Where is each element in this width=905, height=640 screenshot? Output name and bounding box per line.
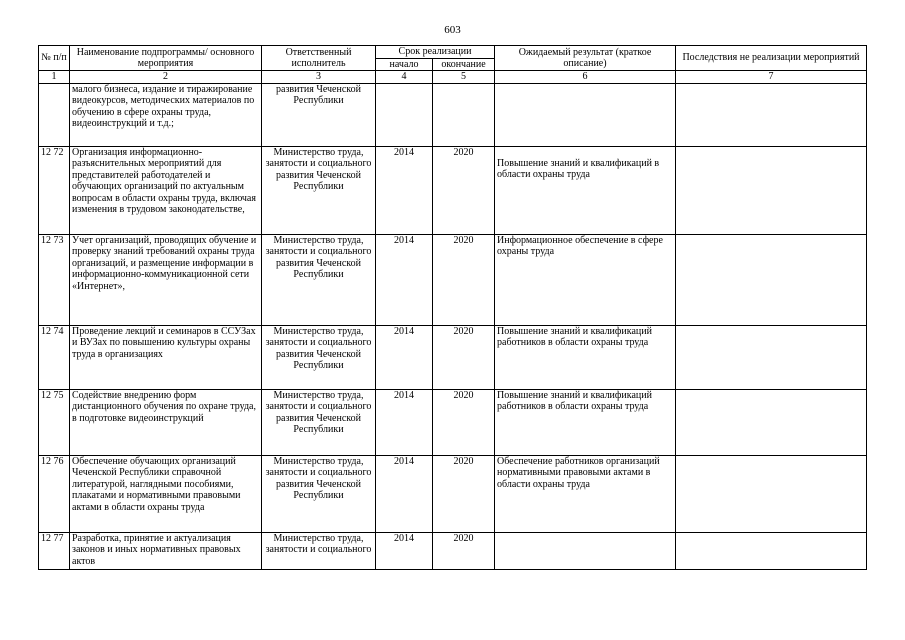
row-name: Содействие внедрению форм дистанционного обучения по охране труда, в подготовке видеоинструкций [70,389,262,455]
row-result: Обеспечение работников организаций нормативными правовыми актами в области охраны труда [495,455,676,532]
table-row [39,146,867,234]
row-name: малого бизнеса, издание и тиражирование видеокурсов, методических материалов по обучению в сфере охраны труда, видеоинструкций и т.д.; [70,83,262,146]
row-number: 12 72 [39,146,70,234]
header-consequences: Последствия не реализации мероприятий [676,46,867,71]
row-executor: Министерство труда, занятости и социального развития Чеченской Республики [262,325,376,389]
row-result: Повышение знаний и квалификаций работников в области охраны труда [495,389,676,455]
header-start: начало [376,58,433,71]
row-name: Учет организаций, проводящих обучение и проверку знаний требований охраны труда организаций, и размещение информации в информационно-коммуникационной сети «Интернет», [70,234,262,325]
row-executor: развития Чеченской Республики [262,83,376,146]
row-end: 2020 [433,234,495,325]
row-consequences [676,325,867,389]
row-start [376,83,433,146]
row-name: Проведение лекций и семинаров в ССУЗах и ВУЗах по повышению культуры охраны труда в организациях [70,325,262,389]
column-number: 4 [376,71,433,84]
row-start: 2014 [376,325,433,389]
row-end: 2020 [433,389,495,455]
column-number: 3 [262,71,376,84]
program-table [38,45,867,570]
page-number: 603 [444,24,461,36]
table-header [39,46,867,84]
row-result: Повышение знаний и квалификаций работников в области охраны труда [495,325,676,389]
header-num: № п/п [39,46,70,71]
row-start: 2014 [376,389,433,455]
row-end: 2020 [433,325,495,389]
row-consequences [676,455,867,532]
row-end: 2020 [433,146,495,234]
row-consequences [676,234,867,325]
row-executor: Министерство труда, занятости и социального [262,532,376,569]
header-end: окончание [433,58,495,71]
table-row [39,325,867,389]
row-executor: Министерство труда, занятости и социального развития Чеченской Республики [262,455,376,532]
row-start: 2014 [376,455,433,532]
row-number: 12 73 [39,234,70,325]
row-name: Разработка, принятие и актуализация законов и иных нормативных правовых актов [70,532,262,569]
column-number-row [39,71,867,84]
table-row [39,83,867,146]
header-executor: Ответственный исполнитель [262,46,376,71]
table-body [39,83,867,569]
row-executor: Министерство труда, занятости и социального развития Чеченской Республики [262,146,376,234]
row-number: 12 76 [39,455,70,532]
row-consequences [676,146,867,234]
row-result [495,83,676,146]
column-number: 6 [495,71,676,84]
table-row [39,389,867,455]
table-row [39,455,867,532]
row-start: 2014 [376,234,433,325]
header-name: Наименование подпрограммы/ основного мероприятия [70,46,262,71]
row-result: Информационное обеспечение в сфере охраны труда [495,234,676,325]
table-row [39,532,867,569]
row-name: Организация информационно-разъяснительных мероприятий для представителей работодателей и обучающих организаций по актуальным вопросам в области охраны труда, включая изменения в трудовом законодательстве, [70,146,262,234]
row-number: 12 75 [39,389,70,455]
row-start: 2014 [376,146,433,234]
column-number: 1 [39,71,70,84]
header-result: Ожидаемый результат (краткое описание) [495,46,676,71]
row-name: Обеспечение обучающих организаций Чеченской Республики справочной литературой, наглядными пособиями, плакатами и нормативными правовыми актами в области охраны труда [70,455,262,532]
row-executor: Министерство труда, занятости и социального развития Чеченской Республики [262,234,376,325]
row-number [39,83,70,146]
row-start: 2014 [376,532,433,569]
column-number: 7 [676,71,867,84]
row-consequences [676,532,867,569]
row-end: 2020 [433,455,495,532]
row-result [495,532,676,569]
table-row [39,234,867,325]
row-number: 12 74 [39,325,70,389]
header-period: Срок реализации [376,46,495,59]
row-executor: Министерство труда, занятости и социального развития Чеченской Республики [262,389,376,455]
row-result: Повышение знаний и квалификаций в области охраны труда [495,146,676,234]
row-end: 2020 [433,532,495,569]
row-end [433,83,495,146]
row-consequences [676,389,867,455]
column-number: 5 [433,71,495,84]
row-number: 12 77 [39,532,70,569]
column-number: 2 [70,71,262,84]
row-consequences [676,83,867,146]
